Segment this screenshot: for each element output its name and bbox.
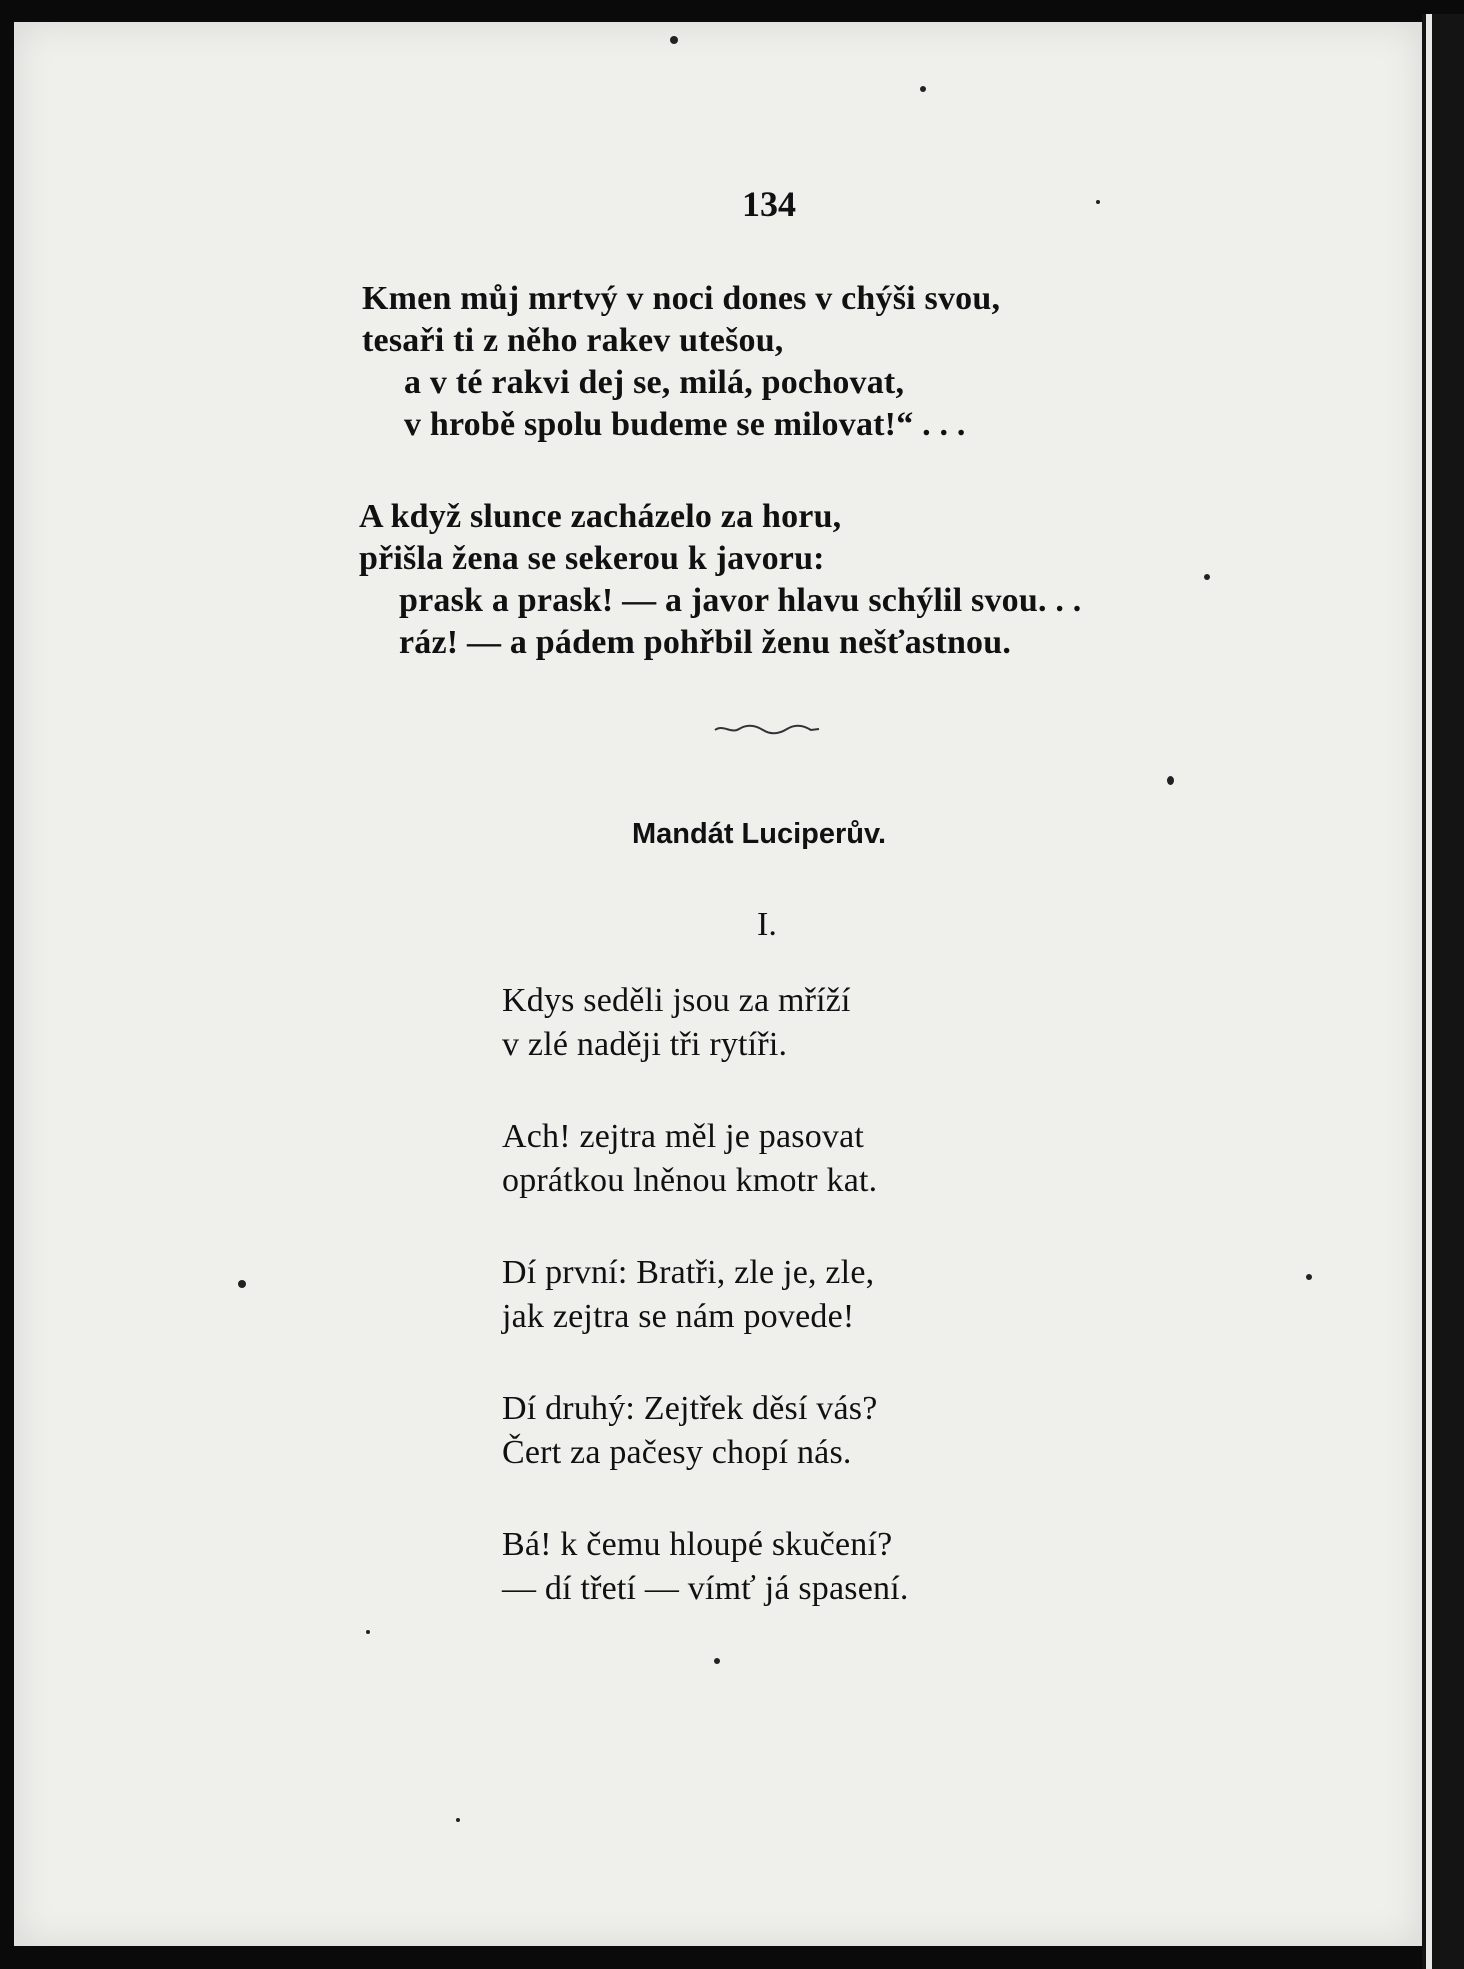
verse-line: ráz! — a pádem pohřbil ženu nešťastnou.	[399, 624, 1012, 661]
verse-line: v zlé naději tři rytíři.	[502, 1026, 788, 1063]
verse-line: Ach! zejtra měl je pasovat	[502, 1118, 865, 1155]
verse-line: jak zejtra se nám povede!	[502, 1298, 855, 1335]
scan-speck	[1096, 200, 1100, 204]
scan-speck	[238, 1280, 246, 1288]
verse-line: Dí první: Bratři, zle je, zle,	[502, 1254, 875, 1291]
verse-line: oprátkou lněnou kmotr kat.	[502, 1162, 878, 1199]
ornamental-divider	[713, 722, 823, 736]
scan-speck	[366, 1630, 370, 1634]
verse-line: a v té rakvi dej se, milá, pochovat,	[404, 364, 905, 401]
next-page-edge	[1426, 14, 1432, 1969]
scan-speck	[1306, 1274, 1312, 1280]
scan-speck	[714, 1658, 720, 1664]
scan-speck	[1204, 574, 1210, 580]
section-number: I.	[757, 906, 777, 943]
scan-speck	[1167, 776, 1174, 785]
verse-line: Kmen můj mrtvý v noci dones v chýši svou,	[362, 280, 1001, 317]
verse-line: — dí třetí — vímť já spasení.	[502, 1570, 909, 1607]
scan-speck	[920, 86, 926, 92]
verse-line: Čert za pačesy chopí nás.	[502, 1434, 852, 1471]
verse-line: v hrobě spolu budeme se milovat!“ . . .	[404, 406, 966, 443]
verse-line: přišla žena se sekerou k javoru:	[359, 540, 825, 577]
page-number: 134	[742, 184, 796, 224]
verse-line: tesaři ti z něho rakev utešou,	[362, 322, 784, 359]
scan-speck	[456, 1818, 460, 1822]
scan-speck	[670, 36, 678, 44]
verse-line: Bá! k čemu hloupé skučení?	[502, 1526, 893, 1563]
verse-line: prask a prask! — a javor hlavu schýlil svou. . .	[399, 582, 1082, 619]
poem-title: Mandát Luciperův.	[632, 818, 887, 850]
verse-line: Kdys seděli jsou za mříží	[502, 982, 851, 1019]
verse-line: A když slunce zacházelo za horu,	[359, 498, 842, 535]
verse-line: Dí druhý: Zejtřek děsí vás?	[502, 1390, 878, 1427]
